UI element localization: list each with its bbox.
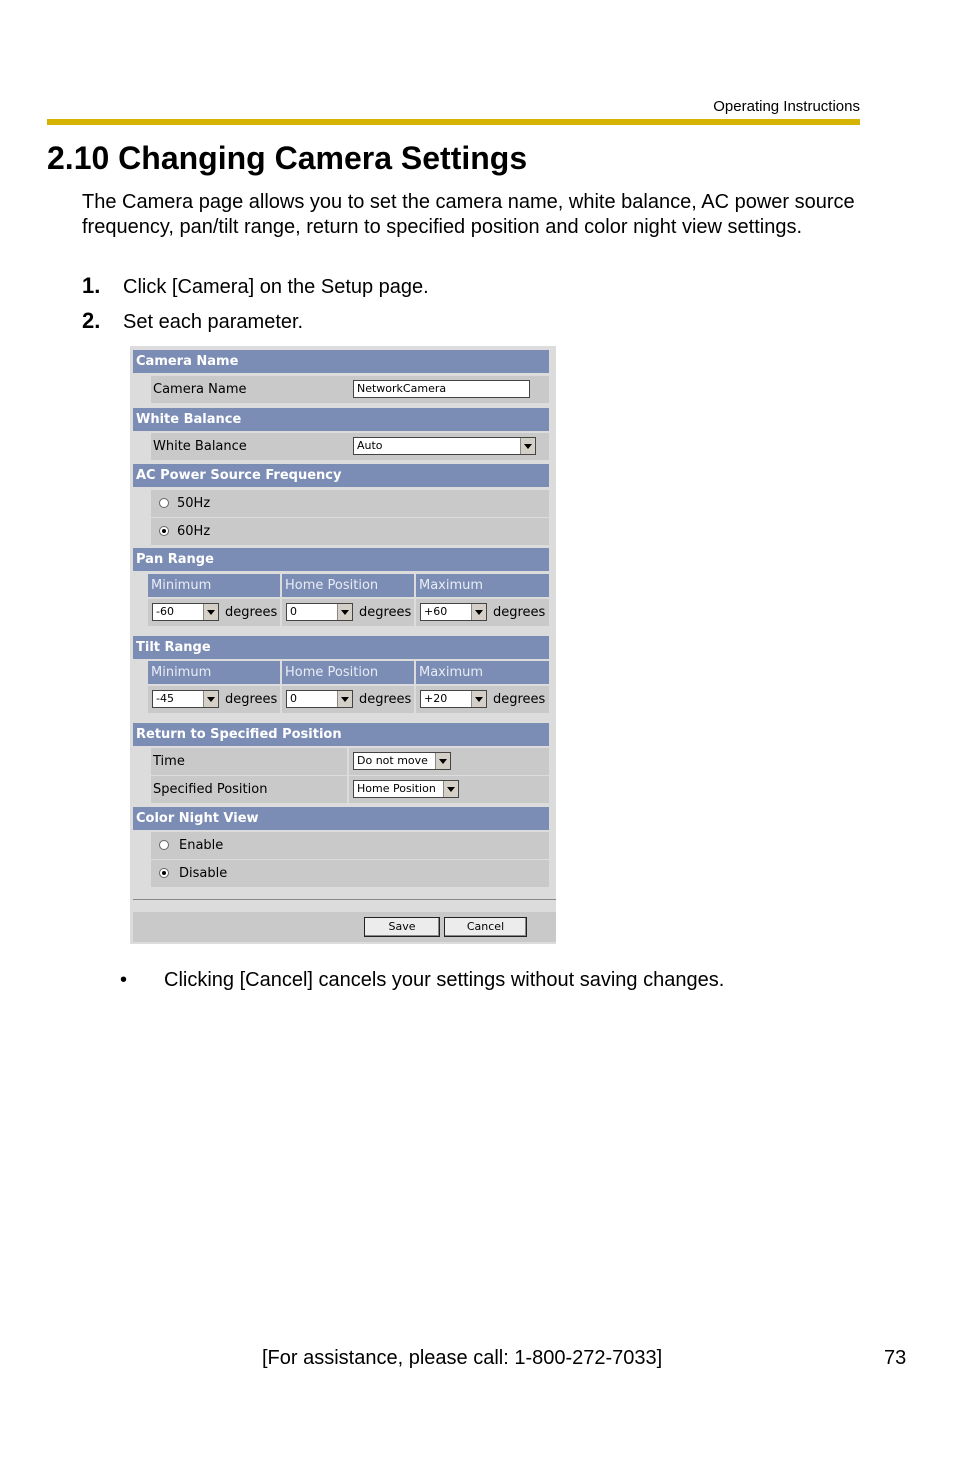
- pan-max-cell: [416, 599, 549, 626]
- tilt-max-value: +20: [424, 692, 448, 705]
- return-time-label: Time: [153, 754, 185, 769]
- divider: [133, 899, 556, 900]
- step-1: [82, 273, 429, 299]
- degrees-label: degrees: [493, 692, 546, 707]
- night-disable-row: [151, 860, 549, 887]
- section-white-balance: White Balance: [133, 408, 549, 431]
- bullet-symbol: •: [120, 969, 128, 991]
- chevron-down-icon[interactable]: [337, 691, 352, 707]
- white-balance-select[interactable]: [353, 437, 536, 455]
- tilt-home-cell: [282, 686, 414, 713]
- pan-home-cell: [282, 599, 414, 626]
- pan-max-header: Maximum: [416, 574, 549, 597]
- step-text: Set each parameter.: [123, 311, 304, 333]
- chevron-down-icon[interactable]: [443, 781, 458, 797]
- intro-paragraph: The Camera page allows you to set the camera name, white balance, AC power source frequency, pan/tilt range, return to specified position and color night view settings.: [82, 191, 855, 238]
- return-time-value-cell: [349, 748, 549, 775]
- section-return-position: Return to Specified Position: [133, 723, 549, 746]
- section-color-night-view: Color Night View: [133, 807, 549, 830]
- ac-60hz-radio[interactable]: [159, 526, 169, 536]
- night-disable-label: Disable: [179, 866, 228, 881]
- chevron-down-icon[interactable]: [203, 691, 218, 707]
- return-time-value: Do not move: [357, 754, 428, 767]
- camera-name-label: Camera Name: [153, 382, 247, 397]
- header-rule: [47, 119, 860, 125]
- assistance-footer: [For assistance, please call: 1-800-272-7033]: [262, 1347, 663, 1369]
- pan-min-cell: [148, 599, 280, 626]
- step-text: Click [Camera] on the Setup page.: [123, 276, 429, 298]
- chevron-down-icon[interactable]: [203, 604, 218, 620]
- tilt-max-cell: [416, 686, 549, 713]
- degrees-label: degrees: [225, 605, 278, 620]
- step-number: 2.: [82, 308, 101, 333]
- chevron-down-icon[interactable]: [435, 753, 450, 769]
- page-number: 73: [884, 1347, 907, 1369]
- white-balance-row: [151, 433, 549, 460]
- return-time-select[interactable]: [353, 752, 451, 770]
- ac-50hz-row: [151, 490, 549, 517]
- night-enable-row: [151, 832, 549, 859]
- bullet-text: Clicking [Cancel] cancels your settings without saving changes.: [164, 969, 725, 991]
- section-ac-power: AC Power Source Frequency: [133, 464, 549, 487]
- white-balance-label: White Balance: [153, 439, 247, 454]
- tilt-home-select[interactable]: [286, 690, 353, 708]
- save-button[interactable]: Save: [364, 917, 440, 937]
- pan-max-select[interactable]: [420, 603, 487, 621]
- button-bar: [133, 912, 556, 942]
- return-position-label-cell: [151, 776, 347, 803]
- pan-max-value: +60: [424, 605, 448, 618]
- degrees-label: degrees: [359, 692, 412, 707]
- pan-min-select[interactable]: [152, 603, 219, 621]
- camera-name-row: [151, 376, 549, 403]
- tilt-min-header: Minimum: [148, 661, 280, 684]
- pan-home-header: Home Position: [282, 574, 414, 597]
- return-position-select[interactable]: [353, 780, 459, 798]
- return-time-label-cell: [151, 748, 347, 775]
- night-disable-radio[interactable]: [159, 868, 169, 878]
- camera-settings-screenshot: [130, 346, 556, 944]
- tilt-min-select[interactable]: [152, 690, 219, 708]
- return-position-value: Home Position: [357, 782, 436, 795]
- pan-home-value: 0: [290, 605, 297, 618]
- tilt-home-header: Home Position: [282, 661, 414, 684]
- step-number: 1.: [82, 273, 101, 298]
- ac-50hz-label: 50Hz: [177, 496, 211, 511]
- degrees-label: degrees: [359, 605, 412, 620]
- degrees-label: degrees: [493, 605, 546, 620]
- degrees-label: degrees: [225, 692, 278, 707]
- chevron-down-icon[interactable]: [471, 604, 486, 620]
- chevron-down-icon[interactable]: [337, 604, 352, 620]
- tilt-max-select[interactable]: [420, 690, 487, 708]
- section-tilt-range: Tilt Range: [133, 636, 549, 659]
- return-position-value-cell: [349, 776, 549, 803]
- section-camera-name: Camera Name: [133, 350, 549, 373]
- pan-min-header: Minimum: [148, 574, 280, 597]
- tilt-max-header: Maximum: [416, 661, 549, 684]
- pan-home-select[interactable]: [286, 603, 353, 621]
- step-2: [82, 308, 303, 334]
- bullet-note: [120, 969, 724, 992]
- header-label: Operating Instructions: [713, 98, 860, 115]
- chevron-down-icon[interactable]: [471, 691, 486, 707]
- ac-60hz-row: [151, 518, 549, 545]
- tilt-min-value: -45: [156, 692, 174, 705]
- tilt-home-value: 0: [290, 692, 297, 705]
- ac-60hz-label: 60Hz: [177, 524, 211, 539]
- night-enable-label: Enable: [179, 838, 224, 853]
- pan-min-value: -60: [156, 605, 174, 618]
- ac-50hz-radio[interactable]: [159, 498, 169, 508]
- return-position-label: Specified Position: [153, 782, 268, 797]
- cancel-button[interactable]: Cancel: [444, 917, 527, 937]
- camera-name-input[interactable]: NetworkCamera: [353, 380, 530, 398]
- tilt-min-cell: [148, 686, 280, 713]
- section-pan-range: Pan Range: [133, 548, 549, 571]
- chevron-down-icon[interactable]: [520, 438, 535, 454]
- night-enable-radio[interactable]: [159, 840, 169, 850]
- white-balance-value: Auto: [357, 439, 383, 452]
- page-title: 2.10 Changing Camera Settings: [47, 140, 528, 176]
